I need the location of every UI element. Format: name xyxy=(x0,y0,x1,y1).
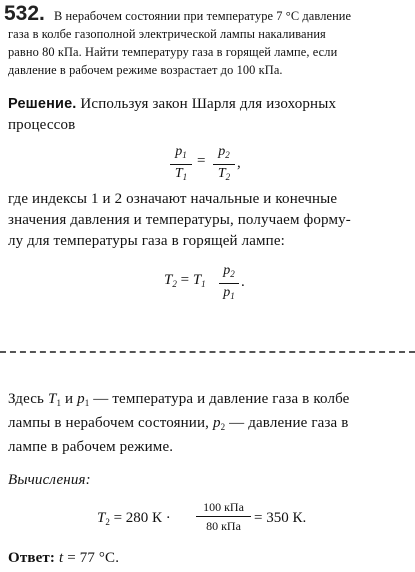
explanation-line-3: лампе в рабочем режиме. xyxy=(8,439,174,455)
solution-heading: Решение. xyxy=(8,96,77,112)
calculation-result: = 350 К. xyxy=(254,510,307,526)
charles-fraction-right: $p_2$ $T_2$ xyxy=(213,144,235,185)
calculations-heading: Вычисления: xyxy=(8,472,91,488)
solution-line-1 xyxy=(8,96,336,113)
solution-line-2: процессов xyxy=(8,117,76,133)
answer-line: Ответ: t = 77 °С. xyxy=(8,550,120,566)
charles-fraction-left: $p_1$ $T_1$ xyxy=(170,144,192,185)
problem-number: 532. xyxy=(4,2,45,25)
solution-paragraph-line-2: значения давления и температуры, получаем форму- xyxy=(8,212,351,228)
result-lhs: $T_2 = T_1$ xyxy=(164,272,206,289)
calculation-lhs: $T_2 = 280$ К · xyxy=(97,510,171,527)
problem-text-line-4: давление в рабочем режиме возрастает до 100 кПа. xyxy=(8,63,283,77)
explanation-line-1: Здесь $T_1$ и $p_1$ — температура и давление газа в колбе xyxy=(8,391,350,408)
calculation-fraction: 100 кПа 80 кПа xyxy=(196,499,251,534)
solution-paragraph-line-1: где индексы 1 и 2 означают начальные и конечные xyxy=(8,191,338,207)
problem-text-line-1: В нерабочем состоянии при температуре 7 °С давление xyxy=(54,9,352,23)
charles-equals: = xyxy=(197,153,206,169)
solution-paragraph-line-3: лу для температуры газа в горящей лампе: xyxy=(8,233,285,249)
problem-text-line-2: газа в колбе газополной электрической лампы накаливания xyxy=(8,27,326,41)
problem-text-line-3: равно 80 кПа. Найти температуру газа в горящей лампе, если xyxy=(8,45,338,59)
explanation-line-2: лампы в нерабочем состоянии, $p_2$ — давление газа в xyxy=(8,415,349,432)
result-period: . xyxy=(241,274,245,290)
page-break-divider xyxy=(0,351,415,353)
answer-label: Ответ: xyxy=(8,550,56,566)
solution-intro: Используя закон Шарля для изохорных xyxy=(80,96,337,112)
result-fraction: $p_2$ $p_1$ xyxy=(219,263,239,304)
charles-comma: , xyxy=(237,155,241,171)
